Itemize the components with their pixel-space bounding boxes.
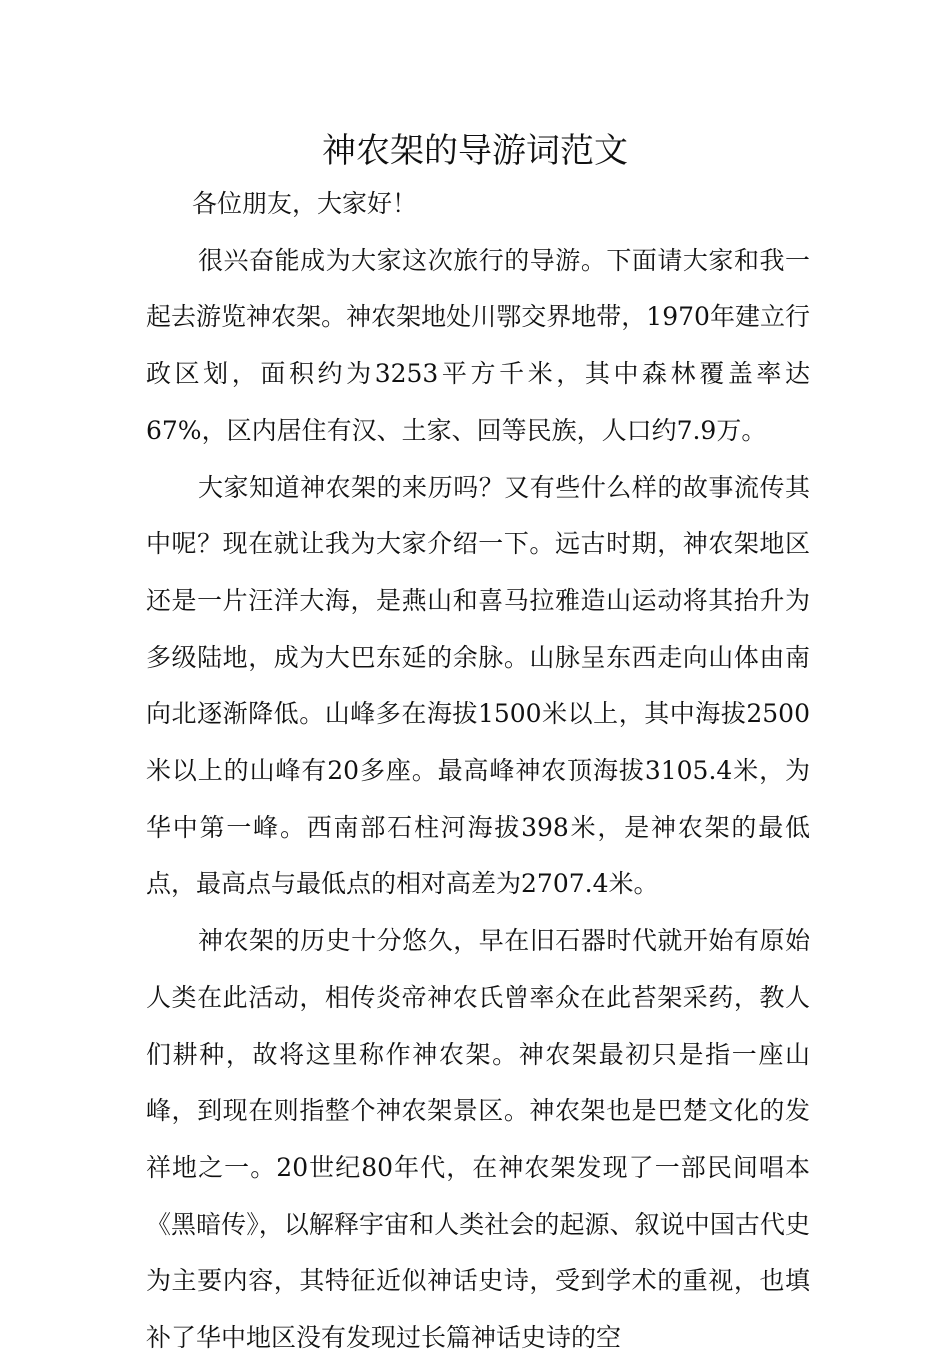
paragraph-history: 神农架的历史十分悠久，早在旧石器时代就开始有原始人类在此活动，相传炎帝神农氏曾率众在此苔架采药，教人们耕种，故将这里称作神农架。神农架最初只是指一座山峰，到现在则指整个神农架景区。神农架也是巴楚文化的发祥地之一。20世纪80年代，在神农架发现了一部民间唱本《黑暗传》，以解释宇宙和人类社会的起源、叙说中国古代史为主要内容，其特征近似神话史诗，受到学术的重视，也填补了华中地区没有发现过长篇神话史诗的空 <box>146 926 810 1353</box>
paragraph-origin: 大家知道神农架的来历吗？又有些什么样的故事流传其中呢？现在就让我为大家介绍一下。远古时期，神农架地区还是一片汪洋大海，是燕山和喜马拉雅造山运动将其抬升为多级陆地，成为大巴东延的余脉。山脉呈东西走向山体由南向北逐渐降低。山峰多在海拔1500米以上，其中海拔2500米以上的山峰有20多座。最高峰神农顶海拔3105.4米，为华中第一峰。西南部石柱河海拔398米，是神农架的最低点，最高点与最低点的相对高差为2707.4米。 <box>146 472 810 899</box>
paragraph-intro: 很兴奋能成为大家这次旅行的导游。下面请大家和我一起去游览神农架。神农架地处川鄂交界地带，1970年建立行政区划，面积约为3253平方千米，其中森林覆盖率达67%，区内居住有汉、土家、回等民族，人口约7.9万。 <box>146 245 810 445</box>
document-body <box>146 176 810 1367</box>
greeting-line: 各位朋友，大家好！ <box>192 189 418 218</box>
document-title: 神农架的导游词范文 <box>322 131 628 171</box>
